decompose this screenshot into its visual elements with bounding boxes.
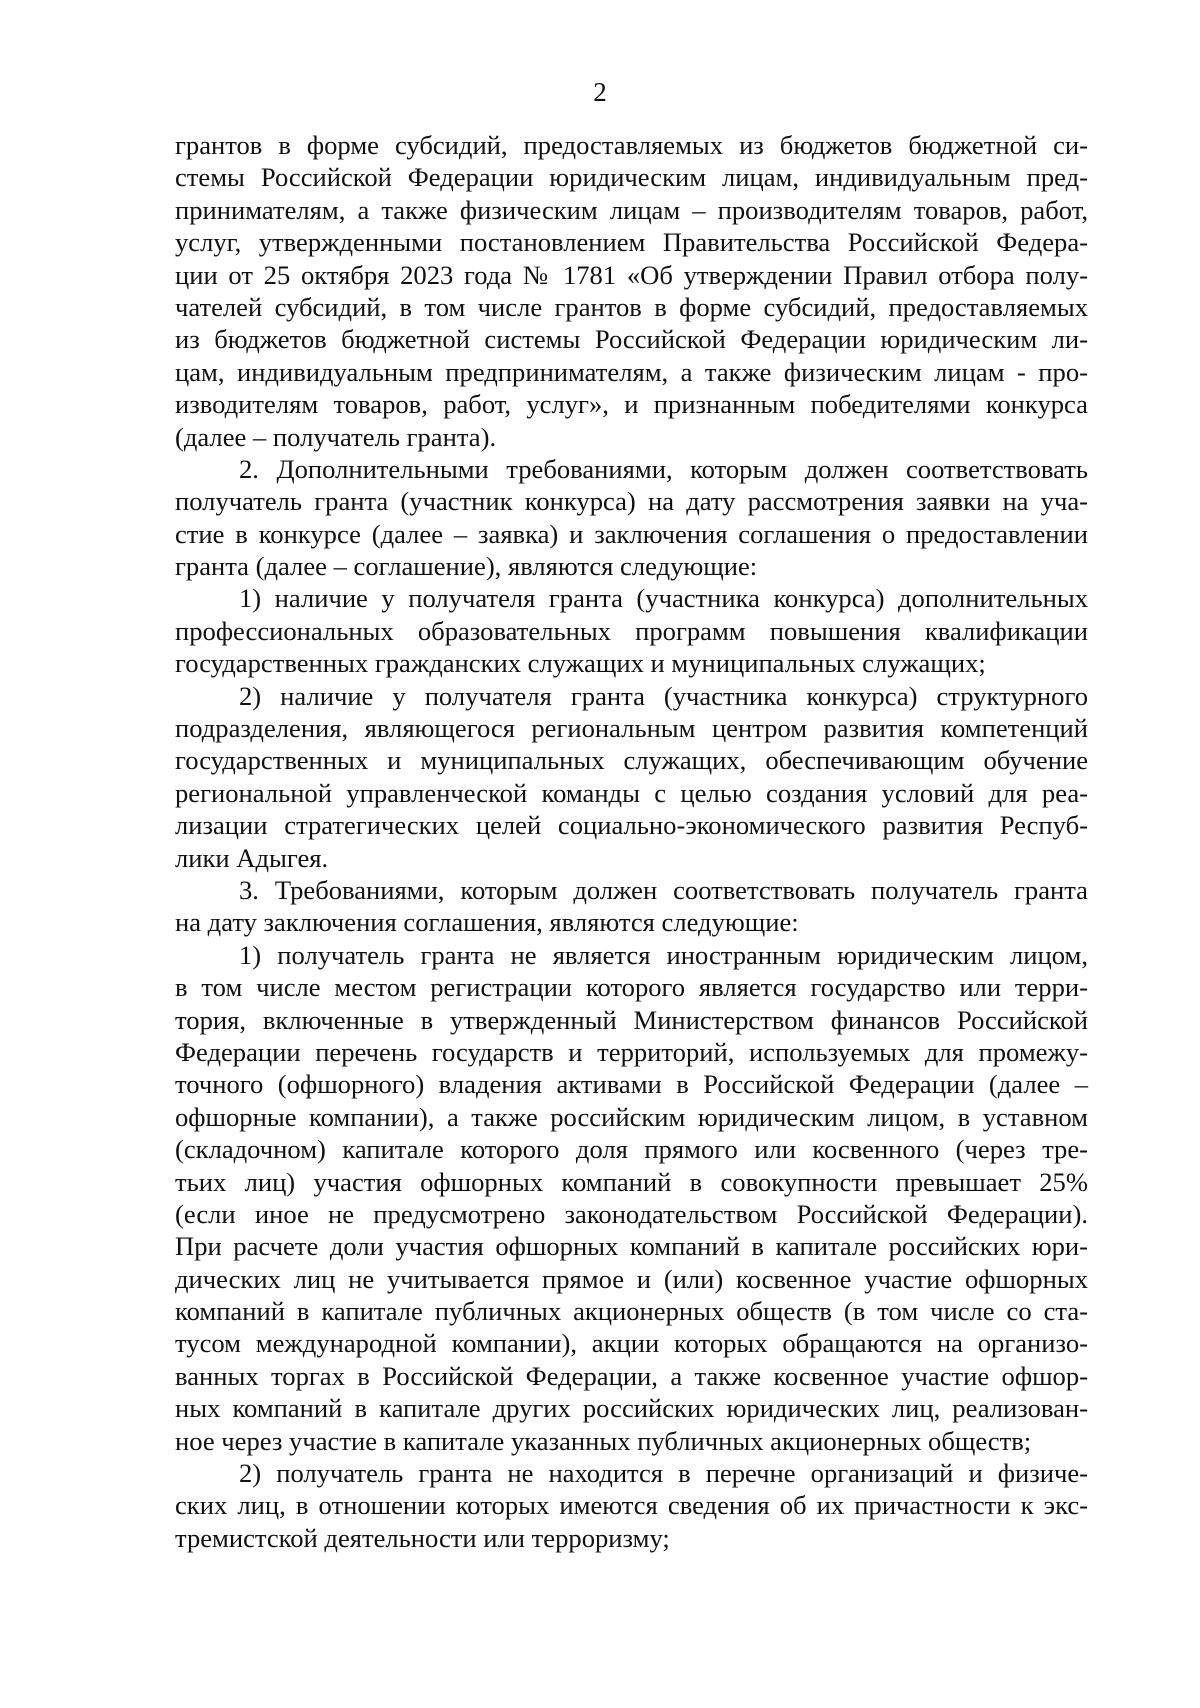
text-line: грантов в форме субсидий, предоставляемых из бюджетов бюджетной си- (175, 130, 1088, 160)
text-line: в том числе местом регистрации которого является государство или терри- (175, 972, 1088, 1003)
paragraph-intro-continuation (175, 129, 1088, 453)
text-line: стемы Российской Федерации юридическим лицам, индивидуальным пред- (175, 162, 1088, 193)
text-line: ное через участие в капитале указанных публичных акционерных обществ; (175, 1425, 1032, 1456)
paragraph-clause-2-item-2 (175, 680, 1088, 874)
text-line: подразделения, являющегося региональным центром развития компетенций (175, 713, 1088, 744)
text-line: тория, включенные в утвержденный Министерством финансов Российской (175, 1004, 1088, 1035)
text-line: лики Адыгея. (175, 842, 329, 873)
text-line: (далее – получатель гранта). (175, 421, 497, 452)
document-body (175, 129, 1088, 1554)
paragraph-clause-3 (175, 874, 1088, 939)
text-line: стие в конкурсе (далее – заявка) и заключения соглашения о предоставлении (175, 518, 1088, 549)
text-line: услуг, утвержденными постановлением Правительства Российской Федера- (175, 227, 1088, 258)
page-number: 2 (593, 77, 607, 107)
text-line: (складочном) капитале которого доля прямого или косвенного (через тре- (175, 1134, 1088, 1165)
text-line: принимателям, а также физическим лицам – производителям товаров, работ, (175, 194, 1088, 225)
text-line: ции от 25 октября 2023 года № 1781 «Об утверждении Правил отбора полу- (175, 259, 1088, 290)
text-line: 1) наличие у получателя гранта (участника конкурса) дополнительных (239, 583, 1088, 614)
text-line: При расчете доли участия офшорных компаний в капитале российских юри- (175, 1231, 1088, 1262)
text-line: тремистской деятельности или терроризму; (175, 1522, 670, 1553)
text-line: государственных и муниципальных служащих, обеспечивающим обучение (175, 745, 1088, 776)
text-line: государственных гражданских служащих и муниципальных служащих; (175, 648, 986, 679)
text-line: цам, индивидуальным предпринимателям, а также физическим лицам - про- (175, 356, 1088, 387)
paragraph-clause-3-item-2 (175, 1457, 1088, 1554)
paragraph-clause-2-item-1 (175, 582, 1088, 679)
text-line: 2. Дополнительными требованиями, которым должен соответствовать (239, 453, 1088, 484)
paragraph-clause-2 (175, 453, 1088, 583)
text-line: ных компаний в капитале других российских юридических лиц, реализован- (175, 1393, 1088, 1424)
text-line: тусом международной компании), акции которых обращаются на организо- (175, 1328, 1088, 1359)
text-line: 1) получатель гранта не является иностранным юридическим лицом, (239, 939, 1088, 970)
text-line: компаний в капитале публичных акционерных обществ (в том числе со ста- (175, 1296, 1088, 1327)
text-line: точного (офшорного) владения активами в Российской Федерации (далее – (175, 1069, 1088, 1100)
text-line: офшорные компании), а также российским юридическим лицом, в уставном (175, 1101, 1088, 1132)
text-line: профессиональных образовательных программ повышения квалификации (175, 615, 1088, 646)
text-line: получатель гранта (участник конкурса) на дату рассмотрения заявки на уча- (175, 486, 1088, 517)
text-line: лизации стратегических целей социально-экономического развития Респуб- (175, 810, 1088, 841)
text-line: ванных торгах в Российской Федерации, а также косвенное участие офшор- (175, 1360, 1088, 1391)
text-line: (если иное не предусмотрено законодательством Российской Федерации). (175, 1198, 1088, 1229)
text-line: чателей субсидий, в том числе грантов в форме субсидий, предоставляемых (175, 291, 1088, 322)
text-line: гранта (далее – соглашение), являются следующие: (175, 551, 758, 582)
text-line: дических лиц не учитывается прямое и (или) косвенное участие офшорных (175, 1263, 1088, 1294)
text-line: тьих лиц) участия офшорных компаний в совокупности превышает 25% (175, 1166, 1088, 1197)
text-line: на дату заключения соглашения, являются следующие: (175, 907, 799, 938)
text-line: региональной управленческой команды с целью создания условий для реа- (175, 777, 1088, 808)
paragraph-clause-3-item-1 (175, 939, 1088, 1457)
text-line: 2) получатель гранта не находится в перечне организаций и физиче- (239, 1458, 1088, 1489)
text-line: изводителям товаров, работ, услуг», и признанным победителями конкурса (175, 389, 1088, 420)
text-line: Федерации перечень государств и территорий, используемых для промежу- (175, 1036, 1088, 1067)
text-line: из бюджетов бюджетной системы Российской Федерации юридическим ли- (175, 324, 1088, 355)
text-line: ских лиц, в отношении которых имеются сведения об их причастности к экс- (175, 1490, 1088, 1521)
text-line: 3. Требованиями, которым должен соответствовать получатель гранта (239, 874, 1088, 905)
text-line: 2) наличие у получателя гранта (участника конкурса) структурного (239, 680, 1088, 711)
